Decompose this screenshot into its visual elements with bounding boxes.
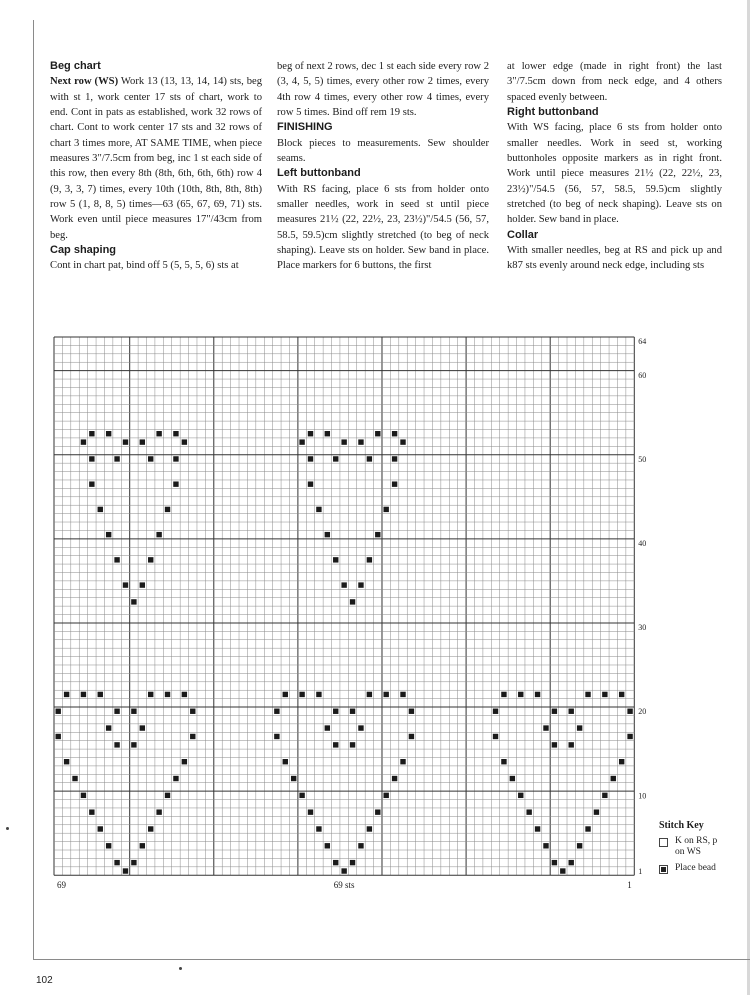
bead-stitch xyxy=(392,456,397,461)
bead-stitch xyxy=(552,709,557,714)
bead-stitch xyxy=(611,776,616,781)
bead-stitch xyxy=(493,734,498,739)
page-number: 102 xyxy=(36,975,53,986)
bead-stitch xyxy=(594,809,599,814)
bead-stitch xyxy=(367,826,372,831)
bead-stitch xyxy=(577,725,582,730)
bead-stitch xyxy=(367,456,372,461)
bead-stitch xyxy=(316,507,321,512)
bead-stitch xyxy=(131,709,136,714)
bead-stitch xyxy=(577,843,582,848)
bead-stitch xyxy=(156,532,161,537)
bead-stitch xyxy=(274,734,279,739)
bead-stitch xyxy=(190,709,195,714)
bead-stitch xyxy=(123,582,128,587)
bead-stitch xyxy=(627,709,632,714)
bead-stitch xyxy=(173,456,178,461)
bead-stitch xyxy=(501,692,506,697)
bead-stitch xyxy=(560,868,565,873)
row-number-label: 10 xyxy=(638,791,647,801)
bead-stitch xyxy=(585,826,590,831)
bead-stitch xyxy=(400,439,405,444)
next-row-text: Work 13 (13, 13, 14, 14) sts, beg with st 1, work center 17 sts of chart, work to end. Cont in pats as established, work 32 rows of chart. Cont to work center 17 sts and 32 rows of chart 3 times more, AT SAME TIME, when piece measures 3"/7.5cm from beg, inc 1 st each side of this row, then every 8th (8th, 6th, 6th, 6th) row 4 (9, 3, 3, 7) times, every 10th (10th, 8th, 8th, 8th) row 5 (1, 8, 8, 5) times—63 (65, 67, 69, 71) sts. Work even until piece measures 17"/43cm from beg. xyxy=(50,76,262,241)
left-buttonband-heading: Left buttonband xyxy=(277,167,361,180)
bead-stitch xyxy=(552,860,557,865)
bead-stitch xyxy=(106,725,111,730)
bead-stitch xyxy=(299,793,304,798)
bead-stitch xyxy=(585,692,590,697)
bead-stitch xyxy=(535,692,540,697)
bead-stitch xyxy=(140,439,145,444)
bead-stitch xyxy=(114,557,119,562)
bead-stitch xyxy=(106,532,111,537)
stitch-key xyxy=(659,820,725,879)
bead-stitch xyxy=(308,481,313,486)
bead-stitch xyxy=(148,692,153,697)
cap-shaping-heading: Cap shaping xyxy=(50,244,117,257)
bead-stitch xyxy=(325,532,330,537)
row-number-label: 50 xyxy=(638,454,647,464)
scan-speck xyxy=(6,827,9,830)
bead-stitch xyxy=(114,742,119,747)
bead-stitch xyxy=(165,793,170,798)
next-row-label: Next row (WS) xyxy=(50,76,119,88)
bead-stitch xyxy=(81,439,86,444)
stitch-key-row-bead xyxy=(659,863,725,874)
bead-stitch xyxy=(190,734,195,739)
bead-stitch xyxy=(81,692,86,697)
column-label-69: 69 xyxy=(57,880,66,891)
bead-stitch xyxy=(333,557,338,562)
scan-speck xyxy=(179,967,182,970)
bead-stitch xyxy=(156,809,161,814)
right-buttonband-heading: Right buttonband xyxy=(507,106,599,119)
bead-stitch xyxy=(325,725,330,730)
bead-stitch xyxy=(148,456,153,461)
bead-stitch xyxy=(383,507,388,512)
bead-stitch xyxy=(72,776,77,781)
bead-stitch xyxy=(400,759,405,764)
filled-square-icon xyxy=(659,865,668,874)
bead-stitch xyxy=(283,692,288,697)
blank-stitch-label: K on RS, p on WS xyxy=(675,836,718,857)
bead-stitch xyxy=(325,843,330,848)
finishing-heading: FINISHING xyxy=(277,121,333,134)
bead-stitch xyxy=(627,734,632,739)
beg-chart-heading: Beg chart xyxy=(50,60,101,72)
bead-stitch xyxy=(173,481,178,486)
bead-stitch xyxy=(333,742,338,747)
bead-stitch xyxy=(165,692,170,697)
bead-stitch xyxy=(358,582,363,587)
stitch-count-caption: 69 sts xyxy=(333,880,355,891)
bead-stitch xyxy=(619,692,624,697)
bead-stitch xyxy=(308,431,313,436)
bead-stitch xyxy=(569,742,574,747)
bead-stitch xyxy=(173,776,178,781)
bead-stitch xyxy=(114,456,119,461)
bead-stitch xyxy=(358,843,363,848)
finishing-text: Block pieces to measurements. Sew shoulder seams. xyxy=(277,137,489,165)
bead-stitch xyxy=(64,692,69,697)
bead-stitch xyxy=(89,481,94,486)
bead-stitch xyxy=(518,793,523,798)
row-number-label: 64 xyxy=(638,337,647,347)
bead-stitch xyxy=(325,431,330,436)
bead-stitch xyxy=(56,709,61,714)
bead-stitch xyxy=(333,456,338,461)
bead-stitch xyxy=(341,439,346,444)
bead-stitch xyxy=(409,734,414,739)
bead-stitch xyxy=(350,742,355,747)
bead-stitch xyxy=(333,860,338,865)
bead-stitch xyxy=(409,709,414,714)
bead-stitch xyxy=(367,692,372,697)
cap-shaping-continued: beg of next 2 rows, dec 1 st each side every row 2 (3, 4, 5, 5) times, every other row 2 times, every 4th row 4 times, every other row 4 times, every row 5 times. Bind off rem 19 sts. xyxy=(277,61,489,119)
bead-stitch xyxy=(569,860,574,865)
bead-stitch xyxy=(98,692,103,697)
bead-stitch xyxy=(165,507,170,512)
bead-stitch xyxy=(375,431,380,436)
bead-stitch xyxy=(375,532,380,537)
blank-square-icon xyxy=(659,838,668,847)
bead-stitch xyxy=(131,742,136,747)
bead-stitch xyxy=(350,860,355,865)
bead-stitch xyxy=(182,759,187,764)
bead-stitch xyxy=(569,709,574,714)
bead-stitch xyxy=(308,456,313,461)
bead-stitch xyxy=(543,725,548,730)
bead-stitch xyxy=(89,431,94,436)
bead-stitch xyxy=(131,599,136,604)
bead-stitch xyxy=(140,582,145,587)
bead-stitch xyxy=(341,582,346,587)
bead-stitch xyxy=(367,557,372,562)
stitch-key-row-blank xyxy=(659,836,725,858)
bead-stitch xyxy=(98,826,103,831)
row-number-label: 1 xyxy=(638,867,643,877)
bottom-margin-rule xyxy=(33,959,750,960)
column-label-1: 1 xyxy=(627,880,632,891)
bead-stitch xyxy=(400,692,405,697)
bead-stitch xyxy=(350,709,355,714)
bead-stitch xyxy=(543,843,548,848)
stitch-key-title: Stitch Key xyxy=(659,820,704,831)
bead-stitch xyxy=(526,809,531,814)
bead-stitch xyxy=(392,776,397,781)
bead-stitch xyxy=(518,692,523,697)
bead-stitch xyxy=(316,826,321,831)
bead-stitch xyxy=(493,709,498,714)
bead-stitch xyxy=(341,868,346,873)
bead-stitch-label: Place bead xyxy=(675,863,716,873)
bead-stitch xyxy=(333,709,338,714)
bead-stitch xyxy=(375,809,380,814)
bead-stitch xyxy=(173,431,178,436)
bead-stitch xyxy=(89,456,94,461)
bead-stitch xyxy=(535,826,540,831)
bead-stitch xyxy=(308,809,313,814)
bead-stitch xyxy=(114,860,119,865)
left-buttonband-text: With RS facing, place 6 sts from holder onto smaller needles, work in seed st until piece measures 21½ (22, 22½, 23, 23½)"/54.5 (56, 57, 58.5, 59.5)cm slightly stretched (to beg of neck shaping). Leave sts on holder. Sew band in place. Place markers for 6 buttons, the first xyxy=(277,183,489,272)
bead-stitch xyxy=(392,481,397,486)
bead-stitch xyxy=(148,826,153,831)
bead-stitch xyxy=(98,507,103,512)
row-number-label: 40 xyxy=(638,539,647,549)
bead-stitch xyxy=(383,692,388,697)
bead-stitch xyxy=(182,692,187,697)
bead-stitch xyxy=(358,439,363,444)
cap-shaping-text: Cont in chart pat, bind off 5 (5, 5, 5, 6) sts at xyxy=(50,260,239,272)
bead-stitch xyxy=(156,431,161,436)
bead-stitch xyxy=(619,759,624,764)
bead-stitch xyxy=(316,692,321,697)
bead-stitch xyxy=(182,439,187,444)
bead-stitch xyxy=(283,759,288,764)
row-number-label: 30 xyxy=(638,623,647,633)
row-number-label: 60 xyxy=(638,370,647,380)
bead-stitch xyxy=(140,843,145,848)
bead-stitch xyxy=(123,868,128,873)
bead-stitch xyxy=(123,439,128,444)
bead-stitch xyxy=(299,692,304,697)
bead-stitch xyxy=(602,793,607,798)
collar-text: With smaller needles, beg at RS and pick up and k87 sts evenly around neck edge, including sts xyxy=(507,245,722,272)
bead-stitch xyxy=(510,776,515,781)
bead-stitch xyxy=(383,793,388,798)
bead-stitch xyxy=(81,793,86,798)
bead-stitch xyxy=(106,431,111,436)
bead-stitch xyxy=(299,439,304,444)
collar-heading: Collar xyxy=(507,228,539,241)
bead-stitch xyxy=(358,725,363,730)
left-buttonband-continued: at lower edge (made in right front) the last 3"/7.5cm down from neck edge, and 4 others spaced evenly between. xyxy=(507,61,722,103)
bead-stitch xyxy=(89,809,94,814)
bead-stitch xyxy=(350,599,355,604)
bead-stitch xyxy=(274,709,279,714)
bead-stitch xyxy=(552,742,557,747)
bead-stitch xyxy=(106,843,111,848)
bead-stitch xyxy=(64,759,69,764)
bead-stitch xyxy=(148,557,153,562)
bead-stitch xyxy=(114,709,119,714)
bead-stitch xyxy=(501,759,506,764)
bead-stitch xyxy=(131,860,136,865)
bead-stitch xyxy=(56,734,61,739)
bead-stitch xyxy=(291,776,296,781)
row-number-label: 20 xyxy=(638,707,647,717)
bead-stitch xyxy=(140,725,145,730)
bead-stitch xyxy=(602,692,607,697)
bead-stitch xyxy=(392,431,397,436)
right-buttonband-text: With WS facing, place 6 sts from holder onto smaller needles. Work in seed st, working buttonholes opposite markers as in right front. Work until piece measures 21½ (22, 22½, 23, 23½)"/54.5 (56, 57, 58.5, 59.5)cm slightly stretched (to beg of neck shaping). Leave sts on holder. Sew band in place. xyxy=(507,122,722,226)
